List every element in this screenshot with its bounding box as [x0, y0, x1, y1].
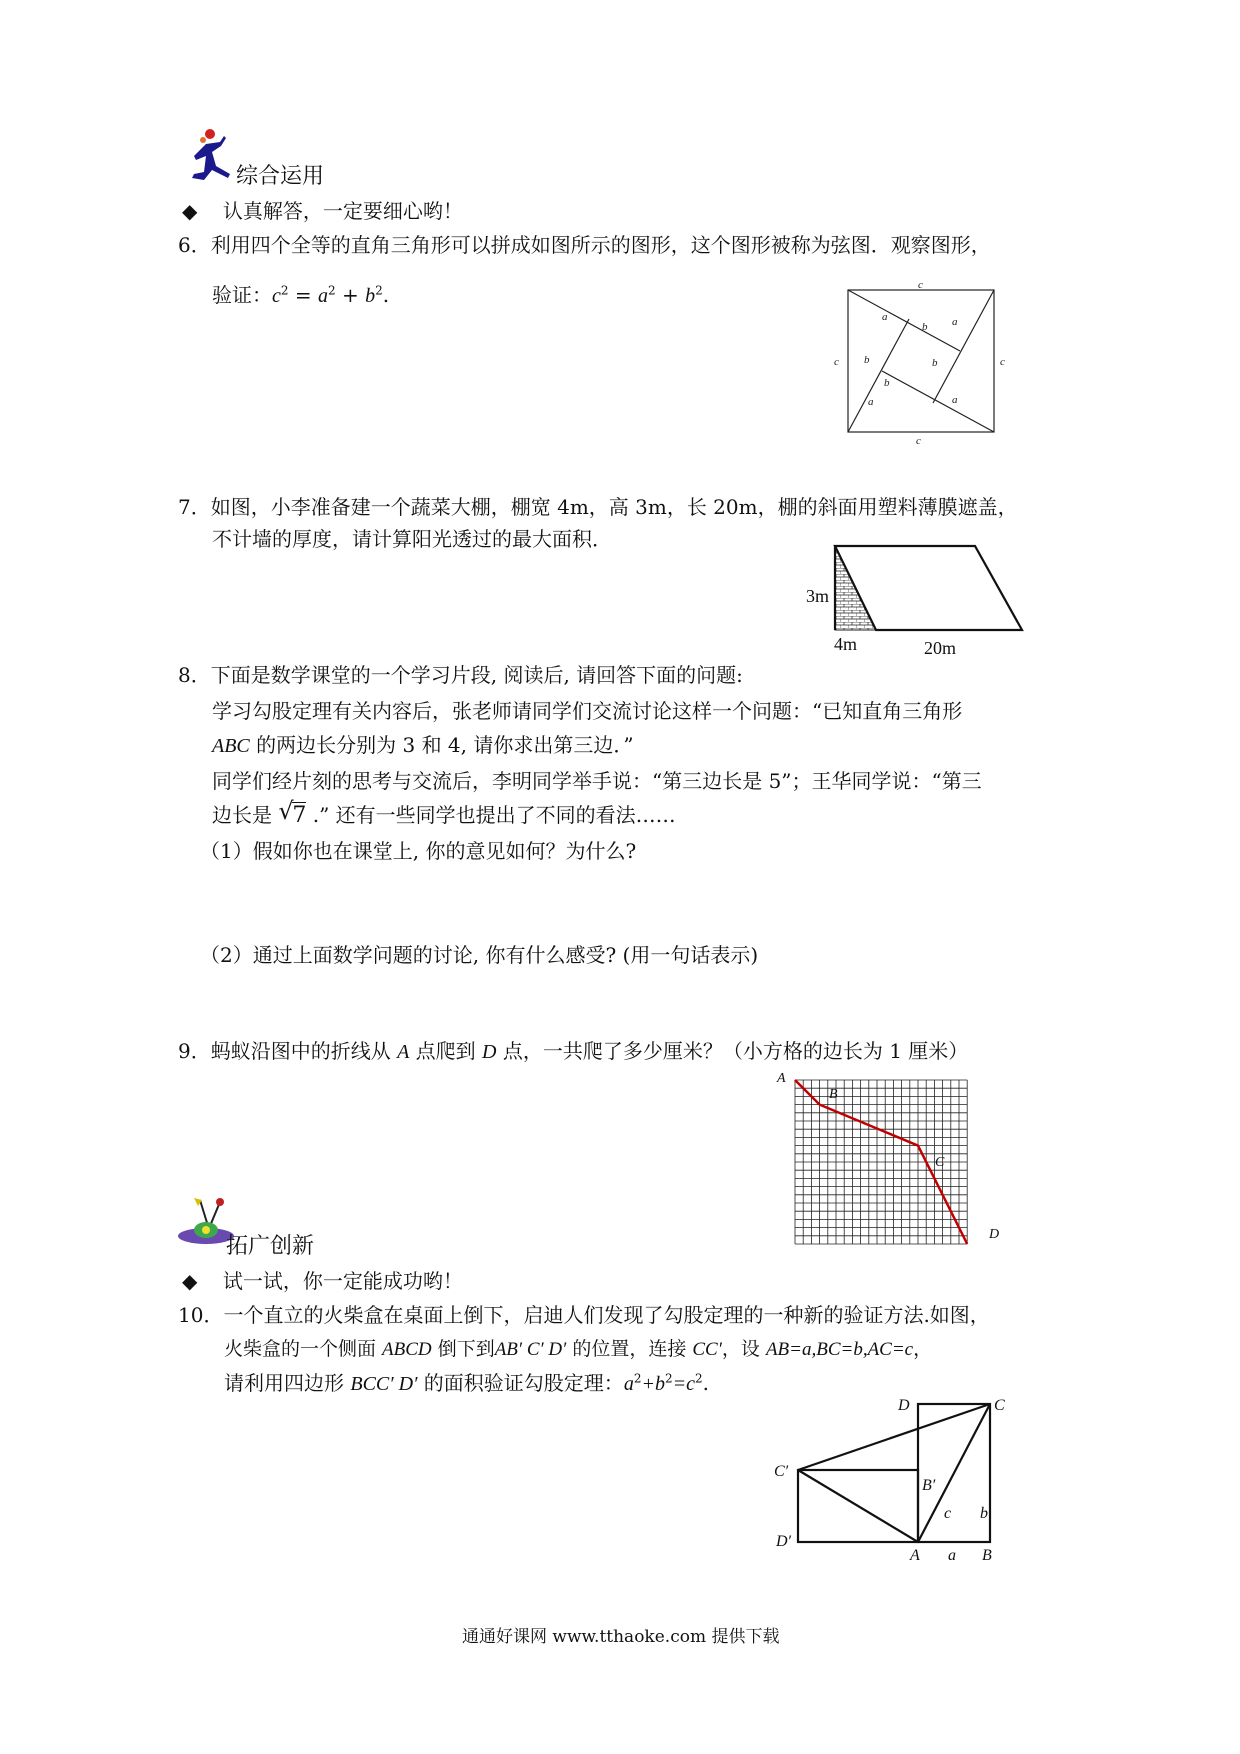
fig10-label-D-prime: D′ — [776, 1533, 792, 1550]
fig9-label-C: C — [935, 1155, 945, 1170]
q8-sub1: （1）假如你也在课堂上, 你的意见如何？为什么? — [200, 839, 637, 863]
q10-line3: 请利用四边形 BCC′ D′ 的面积验证勾股定理：$a^2+b^2=c^2$. — [224, 1371, 709, 1395]
fig10-label-B: B — [982, 1547, 992, 1564]
fig10-label-a: a — [948, 1547, 956, 1564]
section-title-innovation: 拓广创新 — [226, 1234, 315, 1259]
q10-number: 10． — [178, 1303, 224, 1327]
fig6-label-b1: b — [922, 321, 928, 333]
fig6-label-c-bottom: c — [916, 435, 921, 447]
fig7-label-height: 3m — [806, 586, 830, 606]
section-tip-comprehensive: ◆ 认真解答，一定要细心哟！ — [182, 199, 463, 223]
section-tip-innovation: ◆ 试一试，你一定能成功哟！ — [182, 1269, 463, 1293]
q8-line3: ABC 的两边长分别为 3 和 4, 请你求出第三边．” — [212, 733, 634, 757]
diamond-bullet-icon: ◆ — [182, 199, 198, 223]
fig9-label-A: A — [777, 1071, 786, 1086]
fig9-label-B: B — [829, 1087, 838, 1102]
q8-line4: 同学们经片刻的思考与交流后，李明同学举手说：“第三边长是 5”；王华同学说：“第三 — [212, 769, 982, 793]
q8-line2: 学习勾股定理有关内容后，张老师请同学们交流讨论这样一个问题：“已知直角三角形 — [212, 699, 963, 723]
page-footer: 通通好课网 www.tthaoke.com 提供下载 — [462, 1627, 780, 1647]
q9-grid-figure — [775, 1070, 1015, 1240]
fig6-label-c-top: c — [918, 279, 923, 291]
q10-line1: 10．一个直立的火柴盒在桌面上倒下，启迪人们发现了勾股定理的一种新的验证方法.如图， — [178, 1303, 990, 1327]
fig10-label-B-prime: B′ — [922, 1477, 936, 1494]
q10-matchbox-figure — [768, 1392, 1018, 1564]
fig6-label-a3: a — [868, 396, 874, 408]
fig9-label-D: D — [989, 1227, 1000, 1242]
q7-number: 7． — [178, 495, 211, 519]
fig10-label-b: b — [980, 1505, 988, 1522]
q9-line1: 9．蚂蚁沿图中的折线从 A 点爬到 D 点，一共爬了多少厘米？（小方格的边长为 1 厘米） — [178, 1039, 969, 1063]
q8-sub2: （2）通过上面数学问题的讨论, 你有什么感受? (用一句话表示) — [200, 943, 759, 967]
fig6-label-b4: b — [884, 377, 890, 389]
fig6-label-c-left: c — [834, 356, 839, 368]
fig10-label-C: C — [994, 1397, 1005, 1414]
q6-formula-line: 验证：$c^2 = a^2 + b^2$. — [212, 283, 390, 307]
sqrt-expression: √ 7 — [278, 797, 307, 828]
fig6-label-a2: a — [952, 316, 958, 328]
fig10-label-D: D — [898, 1397, 910, 1414]
fig10-label-c: c — [944, 1505, 952, 1522]
q9-number: 9． — [178, 1039, 211, 1063]
fig7-label-width: 4m — [834, 634, 858, 654]
q7-line2: 不计墙的厚度，请计算阳光透过的最大面积． — [212, 527, 612, 551]
section-title-comprehensive: 综合运用 — [236, 164, 325, 189]
q7-greenhouse-figure — [800, 538, 1030, 658]
running-figure-icon — [186, 126, 236, 184]
q8-line1: 8．下面是数学课堂的一个学习片段, 阅读后, 请回答下面的问题: — [178, 663, 743, 687]
fig6-label-a1: a — [882, 311, 888, 323]
fig7-label-length: 20m — [924, 638, 957, 658]
q8-number: 8． — [178, 663, 211, 687]
diamond-bullet-icon: ◆ — [182, 1269, 198, 1293]
sqrt-icon: √ — [278, 797, 294, 825]
fig6-label-a4: a — [952, 394, 958, 406]
fig6-label-b2: b — [864, 354, 870, 366]
q6-line1: 6．利用四个全等的直角三角形可以拼成如图所示的图形，这个图形被称为弦图．观察图形， — [178, 233, 991, 257]
fig6-label-c-right: c — [1000, 356, 1005, 368]
q8-line5: 边长是 √ 7 .” 还有一些同学也提出了不同的看法…… — [212, 800, 676, 831]
fig10-label-C-prime: C′ — [774, 1463, 789, 1480]
q10-line2: 火柴盒的一个侧面 ABCD 倒下到AB′ C′ D′ 的位置，连接 CC′，设 AB=a,BC=b,AC=c， — [224, 1338, 933, 1360]
q7-line1: 7．如图，小李准备建一个蔬菜大棚，棚宽 4m，高 3m，长 20m，棚的斜面用塑料薄膜遮盖， — [178, 495, 1018, 519]
fig10-label-A: A — [910, 1547, 920, 1564]
q6-number: 6． — [178, 233, 211, 257]
fig6-label-b3: b — [932, 357, 938, 369]
q6-chord-figure — [830, 278, 1010, 447]
